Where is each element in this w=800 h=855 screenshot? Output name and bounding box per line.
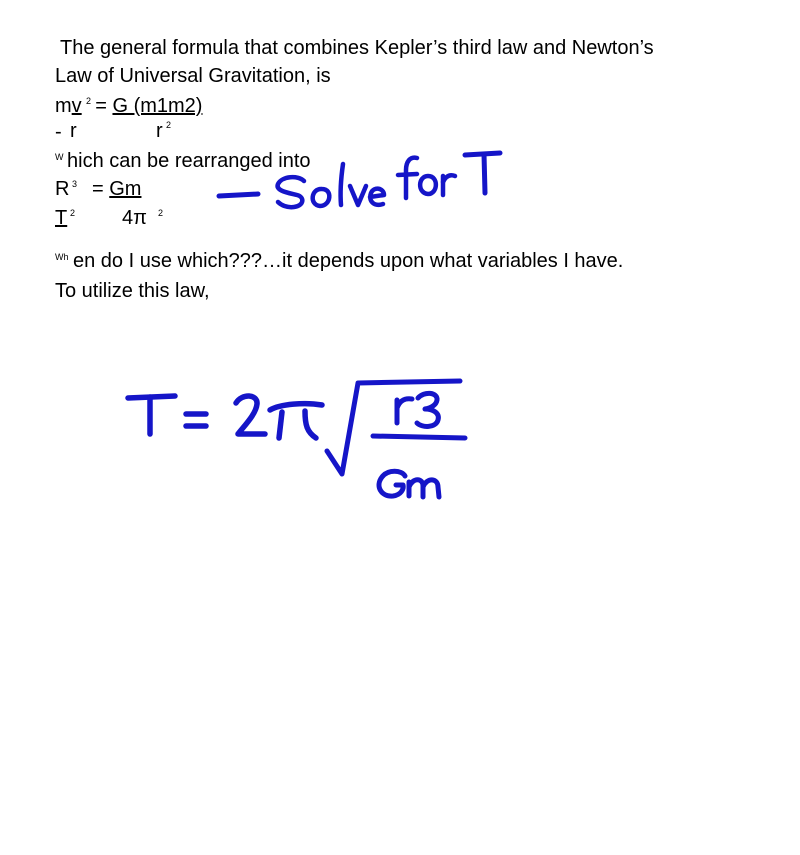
eq2-R-exponent: 3: [72, 179, 78, 189]
intro-line-2: Law of Universal Gravitation, is: [55, 65, 331, 87]
eq1-equals: =: [89, 95, 113, 117]
eq1-r2-exponent: 2: [166, 120, 172, 130]
eq1-v-exponent: 2: [86, 96, 92, 106]
handwritten-period-formula: [128, 381, 465, 497]
eq2-denominator: 4π: [122, 207, 147, 229]
eq2-T: T: [55, 207, 68, 229]
intro-line-1: The general formula that combines Kepler’s third law and Newton’s: [60, 37, 654, 59]
when-small-letters: Wh: [55, 252, 69, 262]
which-small-letter: W: [55, 152, 64, 162]
eq2-R: R: [55, 178, 70, 200]
handwritten-solve-for-T: [219, 153, 500, 207]
eq1-denominator-r: r: [70, 120, 77, 142]
eq1-m: m: [55, 95, 72, 117]
eq1-v: v: [71, 95, 82, 117]
eq1-rhs: G (m1m2): [112, 95, 203, 117]
eq2-equals: =: [92, 178, 110, 200]
which-line: hich can be rearranged into: [67, 150, 311, 172]
eq1-denominator-r2: r: [156, 120, 163, 142]
eq2-den-exponent: 2: [158, 208, 164, 218]
eq2-T-exponent: 2: [70, 208, 76, 218]
when-line: en do I use which???…it depends upon what variables I have.: [73, 250, 624, 272]
eq1-dash: -: [55, 121, 62, 143]
eq2-rhs: Gm: [109, 178, 142, 200]
utilize-line: To utilize this law,: [55, 280, 210, 302]
